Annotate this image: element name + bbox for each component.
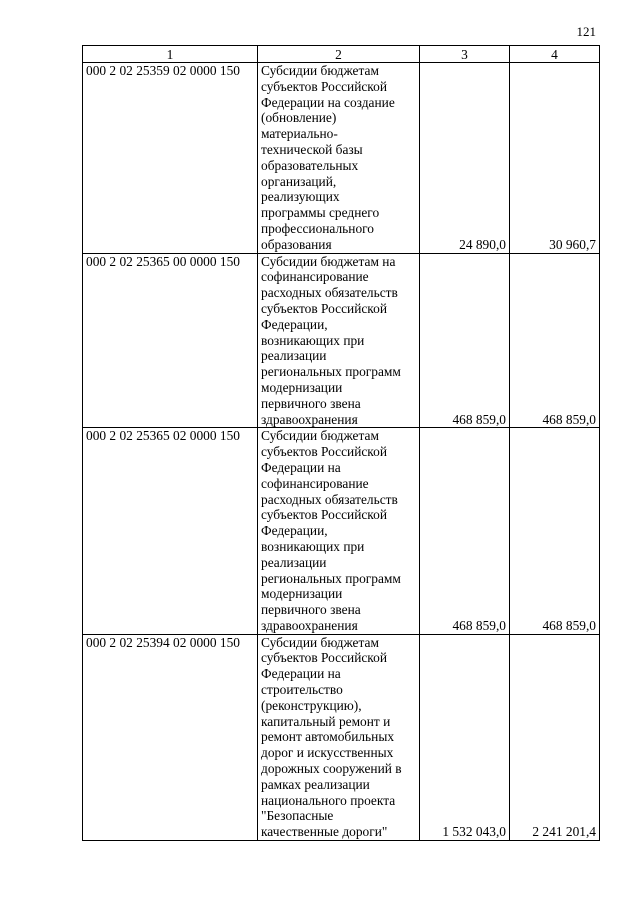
amount-col3-cell: 1 532 043,0	[420, 634, 510, 840]
column-header-3: 3	[420, 46, 510, 63]
description-cell: Субсидии бюджетам субъектов Российской Федерации на создание (обновление) материально- технической базы образовательных организаций, реализующих программы среднего профессионального образования	[258, 63, 420, 254]
amount-col4-cell: 30 960,7	[510, 63, 600, 254]
table-header-row	[83, 46, 600, 63]
amount-col3-cell: 468 859,0	[420, 253, 510, 428]
table-row	[83, 634, 600, 840]
amount-col4-cell: 468 859,0	[510, 428, 600, 634]
column-header-4: 4	[510, 46, 600, 63]
description-cell: Субсидии бюджетам на софинансирование расходных обязательств субъектов Российской Федерации, возникающих при реализации региональных программ модернизации первичного звена здравоохранения	[258, 253, 420, 428]
budget-revenue-table	[82, 45, 600, 841]
amount-col4-cell: 468 859,0	[510, 253, 600, 428]
description-cell: Субсидии бюджетам субъектов Российской Федерации на софинансирование расходных обязательств субъектов Российской Федерации, возникающих при реализации региональных программ модернизации первичного звена здравоохранения	[258, 428, 420, 634]
amount-col4-cell: 2 241 201,4	[510, 634, 600, 840]
description-cell: Субсидии бюджетам субъектов Российской Федерации на строительство (реконструкцию), капитальный ремонт и ремонт автомобильных дорог и искусственных дорожных сооружений в рамках реализации национального проекта "Безопасные качественные дороги"	[258, 634, 420, 840]
budget-code-cell: 000 2 02 25394 02 0000 150	[83, 634, 258, 840]
column-header-2: 2	[258, 46, 420, 63]
table-row	[83, 63, 600, 254]
budget-code-cell: 000 2 02 25365 02 0000 150	[83, 428, 258, 634]
amount-col3-cell: 468 859,0	[420, 428, 510, 634]
table-row	[83, 253, 600, 428]
table-row	[83, 428, 600, 634]
page-number: 121	[576, 24, 596, 39]
budget-code-cell: 000 2 02 25359 02 0000 150	[83, 63, 258, 254]
column-header-1: 1	[83, 46, 258, 63]
amount-col3-cell: 24 890,0	[420, 63, 510, 254]
budget-code-cell: 000 2 02 25365 00 0000 150	[83, 253, 258, 428]
